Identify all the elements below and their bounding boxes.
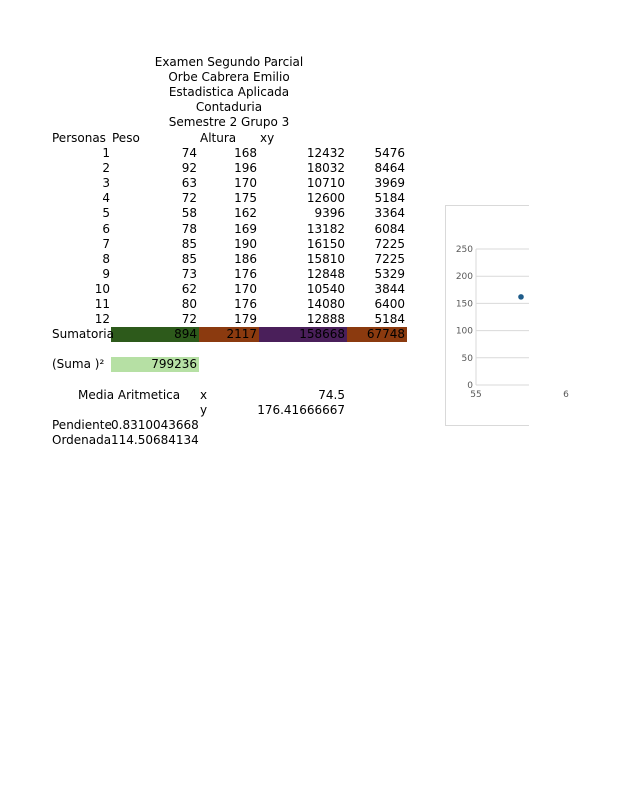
cell-n: 11 [94,297,110,311]
sumatoria-label: Sumatoria [52,327,114,341]
cell-n: 2 [102,161,110,176]
cell-peso: 62 [181,281,197,296]
cell-peso: 58 [181,206,197,221]
y-tick-label: 100 [455,326,473,337]
cell-n: 10 [94,281,110,296]
cell-xy: 13182 [306,221,345,236]
col-header-xy: xy [260,131,275,145]
ordenada-value: 114.50684134 [111,433,199,447]
semester-group: Semestre 2 Grupo 3 [168,115,290,129]
cell-xy: 15810 [306,251,345,266]
sum-x2: 67748 [366,327,405,341]
pendiente-value: 0.8310043668 [111,418,199,432]
cell-x2: 5329 [374,266,405,281]
course-name: Estadistica Aplicada [168,85,290,99]
col-header-altura: Altura [200,131,237,145]
cell-xy: 10540 [306,281,345,296]
cell-altura: 196 [234,161,257,176]
y-tick-label: 250 [455,245,473,255]
cell-x2: 5184 [374,191,405,206]
cell-x2: 8464 [374,161,405,176]
cell-xy: 18032 [306,161,345,176]
cell-xy: 12888 [306,312,345,327]
cell-peso: 78 [181,221,197,236]
suma-sq-label: (Suma )² [52,357,105,371]
cell-xy: 12432 [306,146,345,160]
cell-x2: 3364 [374,206,405,221]
cell-peso: 92 [181,161,197,176]
cell-peso: 73 [181,266,197,281]
cell-altura: 186 [234,251,257,266]
scatter-chart-svg [446,206,569,425]
cell-altura: 179 [234,312,257,327]
media-x-label: x [200,388,208,402]
cell-x2: 3969 [374,176,405,191]
cell-x2: 7225 [374,236,405,251]
suma-sq-value: 799236 [151,357,197,371]
cell-altura: 176 [234,297,257,311]
media-y-value: 176.41666667 [257,403,345,417]
cell-altura: 170 [234,176,257,191]
cell-xy: 12848 [306,266,345,281]
cell-n: 1 [102,146,110,160]
data-point [518,294,524,300]
exam-title: Examen Segundo Parcial [154,55,304,69]
cell-peso: 85 [181,251,197,266]
cell-n: 12 [94,312,110,327]
cell-xy: 14080 [306,297,345,311]
cell-n: 7 [102,236,110,251]
cell-peso: 80 [181,297,197,311]
media-x-value: 74.5 [318,388,345,402]
student-name: Orbe Cabrera Emilio [168,70,290,84]
scatter-chart[interactable] [445,205,569,426]
cell-xy: 12600 [306,191,345,206]
cell-n: 9 [102,266,110,281]
cell-altura: 168 [234,146,257,160]
cell-n: 8 [102,251,110,266]
x-tick-label: 6 [563,390,569,400]
cell-x2: 7225 [374,251,405,266]
cell-altura: 176 [234,266,257,281]
pendiente-label: Pendiente [52,418,112,432]
cell-xy: 10710 [306,176,345,191]
media-label: Media Aritmetica [78,388,181,402]
cell-x2: 6400 [374,297,405,311]
media-y-label: y [200,403,208,417]
y-tick-label: 0 [467,381,473,391]
cell-altura: 169 [234,221,257,236]
cell-x2: 6084 [374,221,405,236]
col-header-peso: Peso [112,131,140,145]
cell-x2: 3844 [374,281,405,296]
cell-n: 6 [102,221,110,236]
ordenada-label: Ordenada [52,433,112,447]
cell-n: 5 [102,206,110,221]
cell-n: 4 [102,191,110,206]
cell-peso: 74 [181,146,197,160]
cell-peso: 85 [181,236,197,251]
cell-xy: 9396 [314,206,345,221]
cell-peso: 72 [181,312,197,327]
cell-n: 3 [102,176,110,191]
cell-xy: 16150 [306,236,345,251]
sum-peso: 894 [174,327,197,341]
cell-altura: 162 [234,206,257,221]
y-tick-label: 150 [455,299,473,310]
y-tick-label: 200 [455,272,473,283]
cell-x2: 5476 [374,146,405,160]
cell-peso: 63 [181,176,197,191]
cell-x2: 5184 [374,312,405,327]
sum-xy: 158668 [299,327,345,341]
sum-altura: 2117 [226,327,257,341]
cell-altura: 175 [234,191,257,206]
y-tick-label: 50 [461,353,473,364]
career-name: Contaduria [195,100,263,114]
x-tick-label: 55 [470,390,482,400]
col-header-personas: Personas [52,131,106,145]
cell-altura: 190 [234,236,257,251]
cell-peso: 72 [181,191,197,206]
cell-altura: 170 [234,281,257,296]
